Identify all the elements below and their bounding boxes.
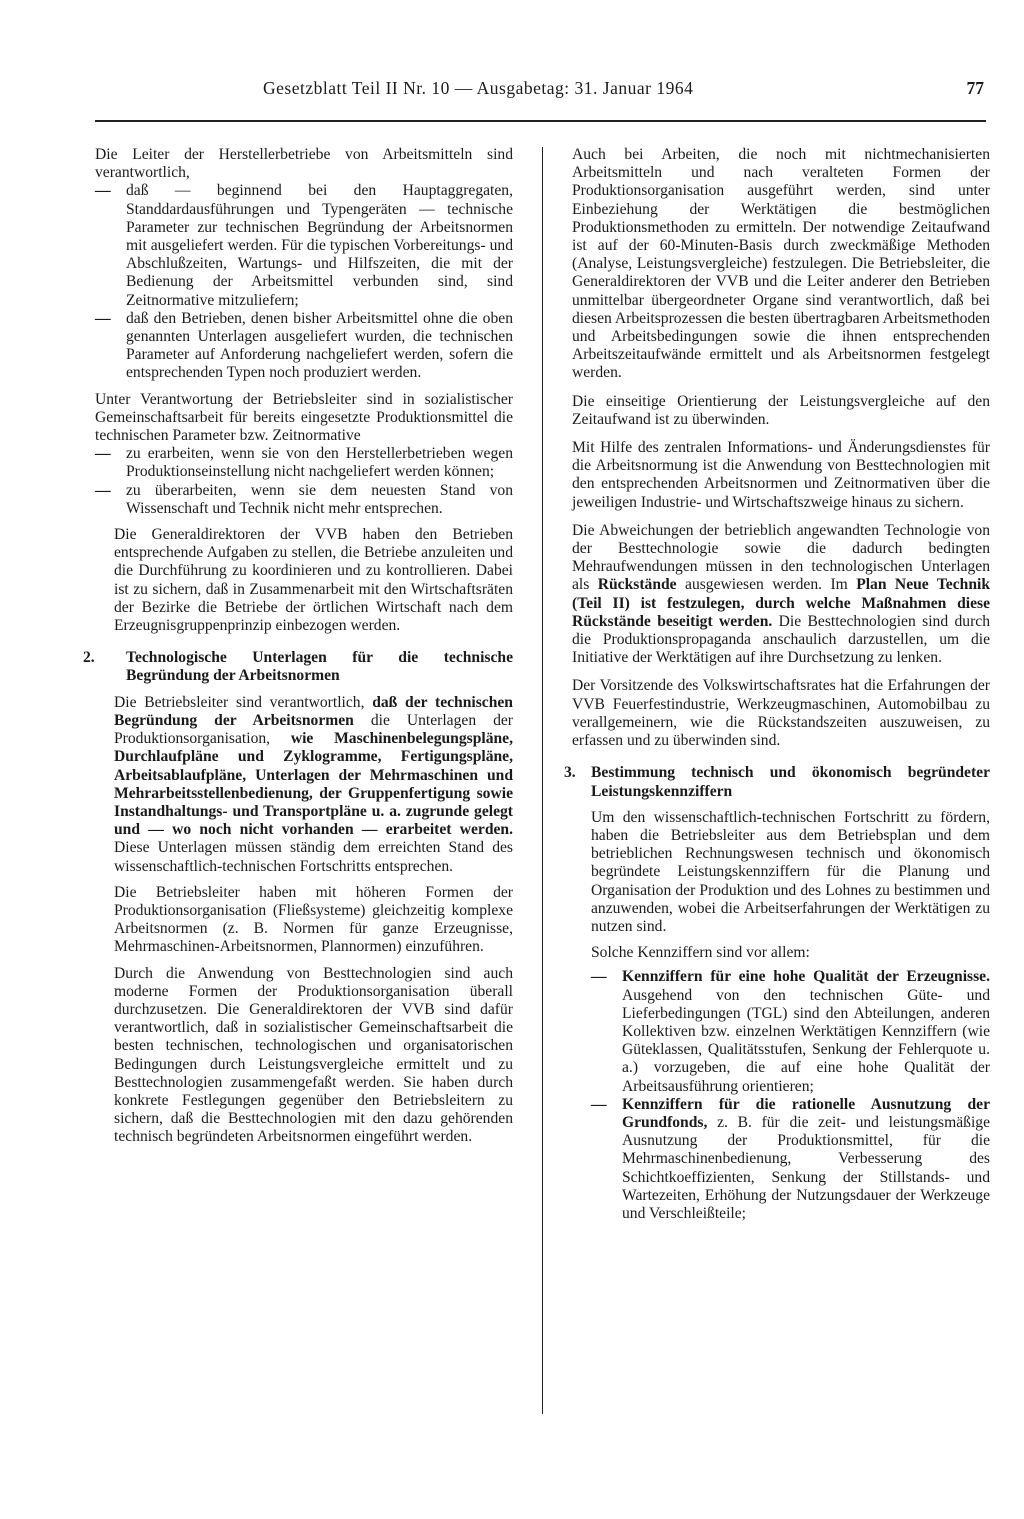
section-number: 2. [83,649,95,667]
text-run: ausgewiesen werden. Im [676,576,857,594]
list-item [572,1096,990,1223]
list-item [95,182,513,309]
text-run: Die Besttechnologien sind durch die Produktionspropaganda anschaulich darzustellen, um die Initiative der Werktätigen auf ihre Durchsetzung zu lenken. [572,612,990,667]
text-run: Die Abweichungen der betrieblich angewandten Technologie von der Besttechnologie sowie die dadurch bedingten Mehraufwendungen müssen in den technologischen Unterlagen als [572,521,990,594]
left-paragraph [95,694,513,876]
page-header [95,78,984,108]
list-dash: — [95,309,111,327]
list-item-text: zu überarbeiten, wenn sie dem neuesten Stand von Wissenschaft und Technik nicht mehr entsprechen. [126,481,513,517]
bold-run: Plan Neue Technik (Teil II) ist festzulegen, durch welche Maßnahmen diese Rückstände beseitigt werden. [572,576,990,630]
list-item [572,968,990,1095]
section-title: Bestimmung technisch und ökonomisch begründeter Leistungskennziffern [591,764,990,800]
list-item [95,482,513,518]
right-paragraph: Um den wissenschaftlich-technischen Fortschritt zu fördern, haben die Betriebsleiter aus dem Betriebsplan und dem betrieblichen Rechnungswesen technisch und ökonomisch begründete Leistungskennziffern für die Planung und Organisation der Produktion und des Lohnes zu bestimmen und anzuwenden, wobei die Arbeitserfahrungen der Werktätigen zu nutzen sind. [591,808,990,935]
list-dash: — [591,968,607,986]
left-intro: Die Leiter der Herstellerbetriebe von Arbeitsmitteln sind verantwortlich, [95,146,513,182]
list-dash: — [95,445,111,463]
column-divider [542,147,543,1414]
right-paragraph: Die einseitige Orientierung der Leistungsvergleiche auf den Zeitaufwand ist zu überwinden. [572,392,990,428]
left-paragraph: Unter Verantwortung der Betriebsleiter sind in sozialistischer Gemeinschaftsarbeit für bereits eingesetzte Produktionsmittel die technischen Parameter bzw. Zeitnormative [95,390,513,445]
text-run: z. B. für die zeit- und leistungsmäßige Ausnutzung der Produktionsmittel, für die Mehrmaschinenbedienung, Verbesserung des Schichtkoeffizienten, Senkung der Stillstands- und Wartezeiten, Erhöhung der Nutzungsdauer der Werkzeuge und Verschleißteile; [622,1113,990,1222]
right-paragraph: Der Vorsitzende des Volkswirtschaftsrates hat die Erfahrungen der VVB Feuerfestindustrie, Werkzeugmaschinen, Automobilbau zu verallgemeinern, wie die Rückstandszeiten auszuweisen, zu erfassen und zu überwinden sind. [572,677,990,750]
left-paragraph: Die Betriebsleiter haben mit höheren Formen der Produktionsorganisation (Fließsysteme) gleichzeitig komplexe Arbeitsnormen (z. B. Normen für ganze Erzeugnisse, Mehrmaschinen-Arbeitsnormen, Plannormen) einzuführen. [114,883,513,956]
list-item-text: zu erarbeiten, wenn sie von den Herstellerbetrieben wegen Produktionseinstellung nicht nachgeliefert werden können; [126,445,513,481]
list-item-text: daß — beginnend bei den Hauptaggregaten, Standdardausführungen und Typengeräten — technische Parameter zur technischen Begründung der Arbeitsnormen mit ausgeliefert werden. Für die typischen Vorbereitungs- und Abschlußzeiten, Wartungs- und Hilfszeiten, die mit der Bedienung der Arbeitsmittel verbunden sind, sind Zeitnormative mitzuliefern; [126,182,513,309]
list-item [95,445,513,481]
section-heading [564,764,990,800]
text-run: die Unterlagen der Produktionsorganisation, [114,711,513,748]
text-run: Die Betriebsleiter sind verantwortlich, [114,693,373,711]
bold-run: Rückstände [597,576,677,594]
header-title: Gesetzblatt Teil II Nr. 10 — Ausgabetag: 31. Januar 1964 [263,78,694,98]
list-dash: — [591,1095,607,1113]
right-paragraph: Solche Kennziffern sind vor allem: [591,944,810,962]
text-run: Ausgehend von den technischen Güte- und Lieferbedingungen (TGL) sind den Abteilungen, anderen Kollektiven bzw. einzelnen Werktätigen Kennziffern (wie Güteklassen, Qualitätsstufen, Senkung der Fehlerquote u. a.) vorzugeben, die auf eine hohe Qualität der Arbeitsausführung orientieren; [622,986,990,1095]
page-number: 77 [966,78,984,98]
list-dash: — [95,481,111,499]
right-paragraph: Mit Hilfe des zentralen Informations- und Änderungsdienstes für die Arbeitsnormung ist die Anwendung von Besttechnologien mit den entsprechenden Arbeitsnormen und Zeitnormativen über die jeweiligen Industrie- und Wirtschaftszweige hinaus zu sichern. [572,439,990,511]
left-paragraph: Die Generaldirektoren der VVB haben den Betrieben entsprechende Aufgaben zu stellen, die Betriebe anzuleiten und die Durchführung zu koordinieren und zu kontrollieren. Dabei ist zu sichern, daß in Zusammenarbeit mit den Wirtschaftsräten der Bezirke die Betriebe der örtlichen Wirtschaft nach dem Erzeugnisgruppenprinzip einbezogen werden. [114,526,513,635]
section-heading [83,649,513,685]
text-run: Diese Unterlagen müssen ständig dem erreichten Stand des wissenschaftlich-technischen Fortschritts entsprechen. [114,839,513,875]
left-column [83,146,514,1147]
bold-run: Kennziffern für die rationelle Ausnutzung der Grundfonds, [622,1095,990,1131]
list-dash: — [95,182,111,200]
right-column [564,146,990,1223]
bold-run: wie Maschinenbelegungspläne, Durchlaufpläne und Zyklogramme, Fertigungspläne, Arbeitsablaufpläne, Unterlagen der Mehrmaschinen und Mehrarbeitsstellenbedienung, der Gruppenfertigung sowie Instandhaltungs- und Transportpläne u. a. zugrunde gelegt und — wo noch nicht vorhanden — erarbeitet werden. [114,730,514,839]
section-title: Technologische Unterlagen für die technische Begründung der Arbeitsnormen [126,649,513,685]
list-item-text: daß den Betrieben, denen bisher Arbeitsmittel ohne die oben genannten Unterlagen ausgeliefert wurden, die technischen Parameter auf Anforderung nachgeliefert werden, sofern die entsprechenden Typen noch produziert werden. [126,309,513,382]
left-paragraph: Durch die Anwendung von Besttechnologien sind auch moderne Formen der Produktionsorganisation überall durchzusetzen. Die Generaldirektoren der VVB sind dafür verantwortlich, daß in sozialistischer Gemeinschaftsarbeit die besten technischen, technologischen und organisatorischen Bedingungen durch Leistungsvergleiche ermittelt und zu Besttechnologien zusammengefaßt werden. Sie haben durch konkrete Festlegungen gegenüber den Betriebsleitern zu sichern, daß die Besttechnologien mit den dazu gehörenden technisch begründeten Arbeitsnormen eingeführt werden. [114,964,513,1146]
header-rule [95,120,986,122]
right-paragraph [572,522,990,668]
list-item [95,310,513,383]
section-number: 3. [564,764,576,782]
right-paragraph: Auch bei Arbeiten, die noch mit nichtmechanisierten Arbeitsmitteln und nach veralteten Formen der Produktionsorganisation ausgeführt werden, sind unter Einbeziehung der Werktätigen die bestmöglichen Produktionsmethoden zu ermitteln. Der notwendige Zeitaufwand ist auf der 60-Minuten-Basis durch zweckmäßige Methoden (Analyse, Leistungsvergleiche) festzulegen. Die Betriebsleiter, die Generaldirektoren der VVB und die Leiter anderer den Betrieben unmittelbar übergeordneter Organe sind verantwortlich, daß bei diesen Arbeitsprozessen die besten übertragbaren Arbeitsmethoden und Arbeitsbedingungen sowie die ihnen entsprechenden Arbeitszeitaufwände ermittelt und als Arbeitsnormen festgelegt werden. [572,146,990,382]
bold-run: Kennziffern für eine hohe Qualität der Erzeugnisse. [622,968,990,986]
bold-run: daß der technischen Begründung der Arbeitsnormen [114,693,513,729]
